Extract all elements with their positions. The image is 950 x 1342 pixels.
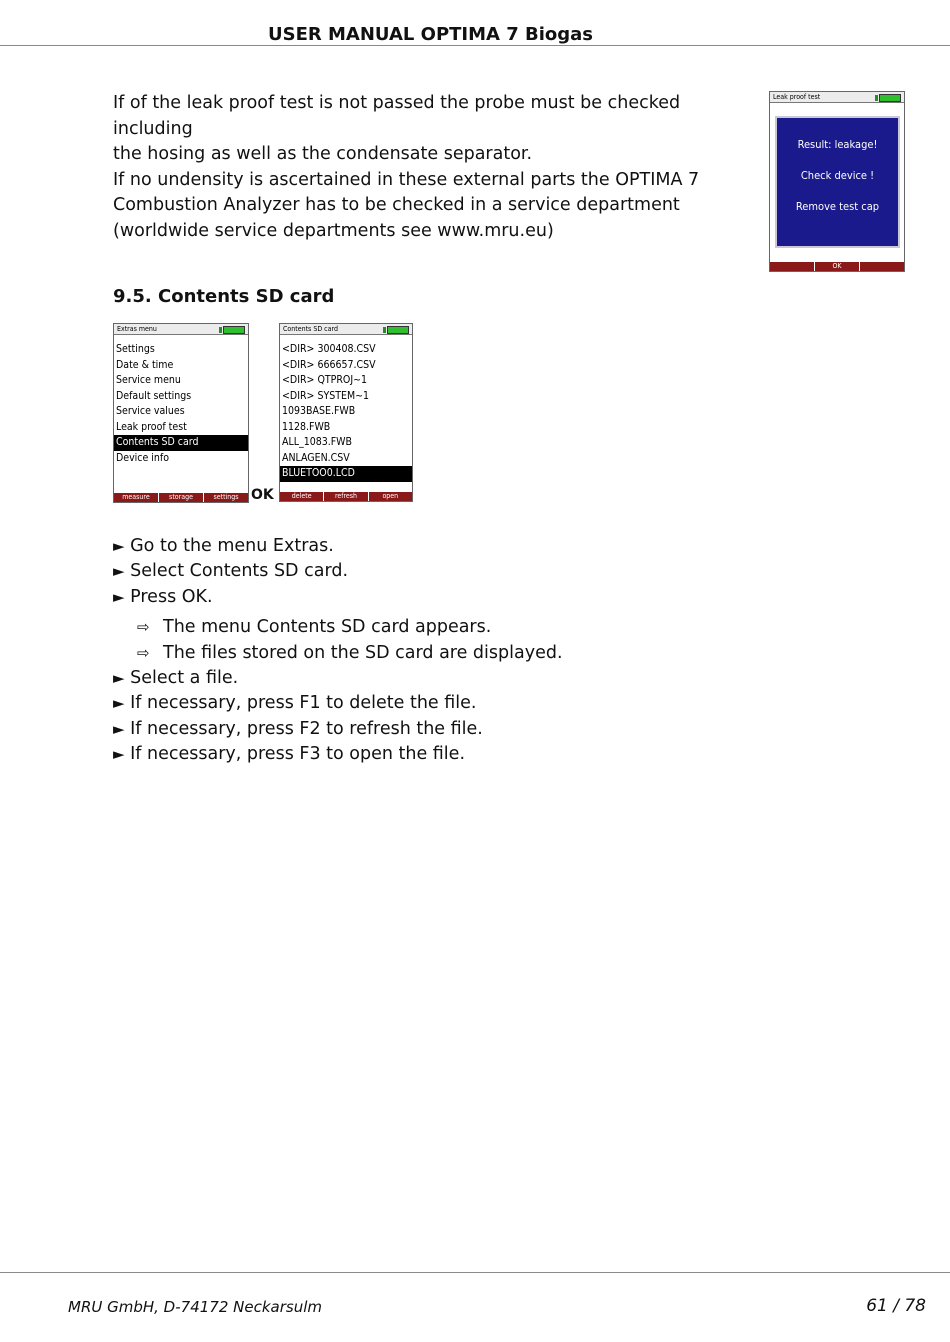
screen-title: Contents SD card [283, 325, 338, 333]
step-item [113, 585, 563, 610]
menu-item-service-values[interactable]: Service values [116, 405, 185, 417]
screen-title: Leak proof test [773, 93, 821, 101]
battery-icon [387, 326, 409, 334]
softkey-measure[interactable]: measure [114, 493, 159, 502]
arrow-right-icon: ► [113, 537, 125, 555]
step-text: If necessary, press F2 to refresh the file. [130, 718, 483, 739]
result-arrow-icon: ⇨ [137, 643, 150, 662]
battery-icon [223, 326, 245, 334]
leak-test-screen [769, 91, 905, 272]
file-item-selected[interactable]: BLUETOO0.LCD [280, 466, 412, 482]
menu-item-default-settings[interactable]: Default settings [116, 389, 192, 402]
page-number: 61 / 78 [866, 1296, 926, 1316]
intro-line: If of the leak proof test is not passed the probe must be checked including [113, 93, 681, 139]
arrow-right-icon: ► [113, 694, 125, 713]
step-text: Go to the menu Extras. [130, 536, 334, 556]
section-title: Contents SD card [158, 286, 335, 307]
softkey-storage[interactable]: storage [159, 493, 204, 502]
header-title: USER MANUAL OPTIMA 7 Biogas [268, 24, 594, 45]
footer-divider [0, 1272, 950, 1273]
arrow-right-icon: ► [113, 745, 125, 764]
file-item[interactable]: ANLAGEN.CSV [282, 451, 350, 464]
step-item [113, 534, 563, 559]
softkey-f3[interactable] [860, 262, 904, 271]
result-text: The files stored on the SD card are displayed. [163, 642, 563, 663]
softkey-bar [114, 493, 248, 502]
step-text: Press OK. [130, 586, 213, 607]
menu-item-contents-sd-card[interactable]: Contents SD card [114, 435, 248, 451]
screen-titlebar [280, 324, 412, 335]
arrow-right-icon: ► [113, 562, 125, 581]
menu-item-settings[interactable]: Settings [116, 343, 155, 355]
result-text: The menu Contents SD card appears. [163, 617, 492, 638]
section-heading [113, 286, 334, 307]
file-item[interactable]: 1128.FWB [282, 420, 331, 433]
softkey-bar [770, 262, 904, 271]
intro-line: (worldwide service departments see www.mru.eu) [113, 220, 554, 241]
step-text: Select a file. [130, 668, 239, 689]
step-text: If necessary, press F3 to open the file. [130, 744, 466, 765]
step-item [113, 742, 563, 767]
arrow-right-icon: ► [113, 587, 125, 606]
softkey-refresh[interactable]: refresh [324, 492, 368, 501]
file-item[interactable]: <DIR> 300408.CSV [282, 343, 376, 355]
softkey-bar [280, 492, 412, 501]
softkey-f1[interactable] [770, 262, 815, 271]
softkey-settings[interactable]: settings [213, 493, 239, 501]
softkey-open[interactable]: open [382, 492, 399, 500]
remove-cap-text: Remove test cap [795, 200, 880, 213]
step-text: Select Contents SD card. [130, 561, 349, 582]
extras-menu-screen [113, 323, 249, 503]
menu-item-date-time[interactable]: Date & time [116, 358, 174, 371]
footer-company: MRU GmbH, D-74172 Neckarsulm [68, 1298, 322, 1316]
intro-line: If no undensity is ascertained in these external parts the OPTIMA 7 [113, 169, 700, 190]
file-item[interactable]: <DIR> QTPROJ~1 [282, 374, 368, 386]
leak-result-panel [775, 116, 900, 248]
arrow-right-icon: ► [113, 669, 125, 688]
sd-file-list [280, 342, 412, 482]
section-number: 9.5. [113, 286, 152, 307]
step-item [113, 691, 563, 716]
instruction-steps [113, 534, 563, 768]
menu-item-service-menu[interactable]: Service menu [116, 374, 181, 386]
result-arrow-icon: ⇨ [137, 618, 150, 637]
menu-item-leak-proof-test[interactable]: Leak proof test [116, 420, 187, 433]
screen-titlebar [770, 92, 904, 103]
menu-item-device-info[interactable]: Device info [116, 451, 170, 464]
file-item[interactable]: <DIR> SYSTEM~1 [282, 389, 370, 402]
result-item [113, 641, 563, 666]
arrow-right-icon: ► [113, 719, 125, 738]
screen-title: Extras menu [117, 325, 157, 333]
step-item [113, 717, 563, 742]
softkey-ok[interactable]: OK [815, 262, 860, 271]
file-item[interactable]: <DIR> 666657.CSV [282, 358, 376, 371]
step-text: If necessary, press F1 to delete the file. [130, 693, 477, 714]
header-divider [0, 45, 950, 46]
result-item [113, 615, 563, 640]
softkey-delete[interactable]: delete [280, 492, 324, 501]
extras-menu-list [114, 342, 248, 466]
step-item [113, 666, 563, 691]
leak-result-text: Result: leakage! [797, 138, 878, 151]
sd-card-screen [279, 323, 413, 502]
ok-key-label: OK [251, 487, 274, 503]
check-device-text: Check device ! [800, 169, 875, 182]
battery-icon [879, 94, 901, 102]
intro-line: the hosing as well as the condensate separator. [113, 144, 533, 164]
file-item[interactable]: ALL_1083.FWB [282, 436, 352, 448]
intro-line: Combustion Analyzer has to be checked in a service department [113, 195, 680, 215]
intro-paragraph [113, 91, 753, 244]
screen-titlebar [114, 324, 248, 335]
file-item[interactable]: 1093BASE.FWB [282, 405, 356, 417]
step-item [113, 559, 563, 584]
